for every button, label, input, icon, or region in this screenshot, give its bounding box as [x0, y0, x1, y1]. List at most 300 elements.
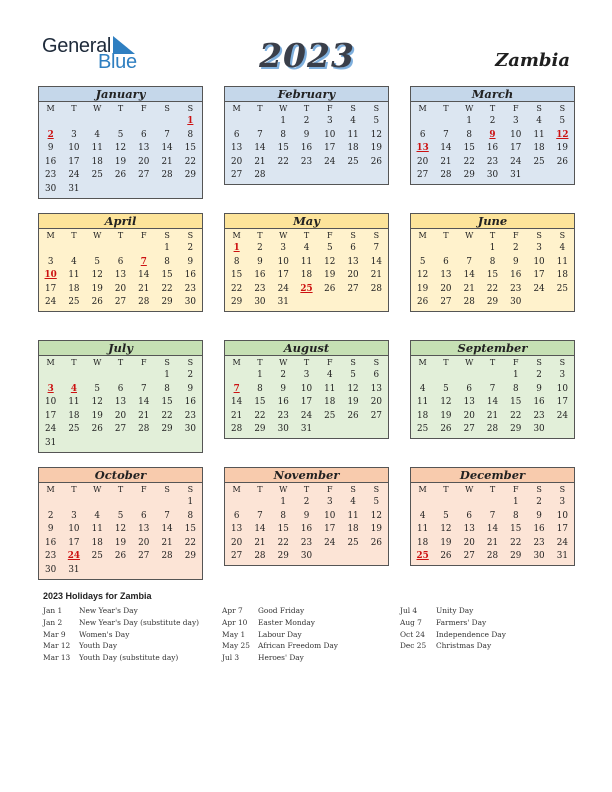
empty-day-cell [248, 115, 271, 129]
holiday-date: Jul 4 [400, 606, 418, 615]
day-cell: 13 [370, 383, 382, 394]
day-cell: 19 [91, 410, 103, 421]
day-cell: 19 [556, 143, 568, 154]
day-cell: 14 [486, 397, 499, 408]
month-title: September [411, 341, 574, 356]
day-cell: 31 [556, 551, 568, 562]
day-cell: 24 [45, 297, 57, 308]
weekday-label: S [559, 231, 566, 240]
holiday-date: Apr 10 [222, 617, 248, 627]
holiday-row [222, 605, 338, 617]
day-cell: 26 [370, 156, 382, 167]
day-cell: 22 [161, 410, 173, 421]
holiday-date: Dec 25 [400, 641, 427, 651]
weekday-label: S [373, 485, 380, 494]
month-september [410, 340, 575, 439]
day-cell: 8 [489, 256, 496, 267]
day-cell: 12 [370, 510, 382, 521]
day-cell: 27 [370, 410, 382, 421]
day-cell: 7 [257, 510, 263, 521]
day-cell: 18 [91, 156, 103, 167]
weekday-label: F [141, 231, 147, 240]
holiday-day-cell: 10 [44, 270, 57, 281]
day-cell: 15 [184, 143, 196, 154]
weekday-label: F [141, 485, 147, 494]
empty-day-cell [86, 242, 109, 256]
day-cell: 8 [466, 129, 472, 140]
day-cell: 17 [68, 537, 80, 548]
day-cell: 13 [138, 524, 150, 535]
holiday-row [222, 640, 338, 652]
day-cell: 4 [71, 256, 77, 267]
day-cell: 14 [161, 143, 173, 154]
day-cell: 15 [277, 143, 289, 154]
day-cell: 2 [303, 116, 310, 126]
holiday-day-cell: 7 [140, 256, 147, 267]
day-cell: 7 [489, 510, 496, 521]
day-cell: 21 [370, 270, 382, 281]
day-cell: 27 [463, 551, 475, 562]
day-cell: 10 [510, 129, 522, 140]
day-cell: 11 [556, 256, 568, 267]
day-cell: 1 [466, 116, 472, 126]
day-cell: 25 [347, 156, 359, 167]
day-cell: 6 [443, 256, 449, 267]
day-cell: 4 [419, 383, 426, 394]
day-cell: 5 [559, 116, 566, 126]
day-cell: 27 [417, 170, 429, 181]
day-cell: 26 [91, 424, 103, 435]
day-cell: 7 [443, 129, 449, 140]
day-cell: 23 [510, 283, 522, 294]
day-cell: 19 [440, 537, 452, 548]
day-cell: 31 [45, 437, 57, 448]
weekday-label: M [46, 104, 55, 113]
day-cell: 4 [94, 129, 100, 140]
weekday-label: T [303, 485, 310, 494]
day-cell: 28 [486, 551, 499, 562]
day-cell: 9 [303, 510, 310, 521]
day-cell: 29 [510, 551, 522, 562]
empty-day-cell [109, 115, 132, 129]
day-cell: 7 [257, 129, 263, 140]
day-cell: 8 [512, 383, 519, 394]
day-cell: 16 [533, 524, 545, 535]
weekday-header [411, 483, 574, 496]
weekday-header [39, 483, 202, 496]
day-cell: 10 [45, 397, 57, 408]
holiday-column [400, 605, 506, 652]
holiday-row [400, 617, 506, 629]
weekday-label: T [303, 104, 310, 113]
day-cell: 4 [350, 497, 356, 507]
day-cell: 23 [45, 170, 57, 181]
holiday-name: Heroes' Day [258, 653, 304, 663]
day-cell: 28 [254, 170, 266, 181]
day-cell: 18 [347, 143, 359, 154]
day-cell: 19 [324, 270, 336, 281]
month-title: July [39, 341, 202, 356]
holiday-name: Good Friday [258, 606, 305, 615]
weekday-label: S [373, 231, 380, 240]
weekday-label: T [257, 104, 263, 113]
day-cell: 27 [463, 424, 475, 435]
day-cell: 1 [164, 370, 170, 380]
day-cell: 28 [161, 170, 173, 181]
day-cell: 2 [187, 243, 194, 253]
weekday-label: F [327, 485, 333, 494]
day-cell: 23 [486, 156, 499, 167]
day-cell: 20 [463, 410, 475, 421]
day-cell: 26 [417, 297, 429, 308]
weekday-header [225, 483, 388, 496]
month-march [410, 86, 575, 185]
day-cell: 12 [91, 397, 103, 408]
weekday-label: W [279, 104, 288, 113]
weekday-label: W [93, 231, 102, 240]
day-cell: 14 [440, 143, 452, 154]
day-cell: 25 [533, 156, 545, 167]
day-cell: 20 [231, 156, 243, 167]
weekday-label: T [257, 485, 263, 494]
day-cell: 29 [184, 551, 196, 562]
day-cell: 30 [45, 183, 57, 194]
day-cell: 30 [184, 424, 196, 435]
day-cell: 19 [370, 143, 382, 154]
day-cell: 29 [277, 551, 289, 562]
day-grid [225, 496, 388, 564]
day-cell: 14 [370, 256, 382, 267]
holiday-date: Mar 12 [43, 641, 71, 651]
day-cell: 18 [324, 397, 336, 408]
weekday-label: T [257, 231, 263, 240]
weekday-label: S [187, 358, 194, 367]
day-cell: 8 [280, 510, 286, 521]
day-cell: 26 [91, 297, 103, 308]
country-name: Zambia [495, 50, 570, 71]
weekday-label: S [164, 104, 170, 113]
day-cell: 21 [161, 537, 173, 548]
day-cell: 20 [138, 537, 150, 548]
weekday-label: F [513, 485, 519, 494]
empty-day-cell [62, 369, 85, 383]
day-cell: 8 [187, 510, 194, 521]
day-cell: 28 [161, 551, 173, 562]
month-february [224, 86, 389, 185]
holiday-name: New Year's Day [79, 606, 138, 615]
day-cell: 29 [510, 424, 522, 435]
day-cell: 2 [489, 116, 496, 126]
weekday-label: T [71, 231, 77, 240]
day-cell: 10 [68, 143, 80, 154]
weekday-header [39, 229, 202, 242]
day-cell: 29 [161, 424, 173, 435]
day-cell: 26 [440, 551, 452, 562]
day-cell: 9 [187, 256, 194, 267]
day-cell: 10 [556, 383, 568, 394]
holiday-row [222, 652, 338, 664]
day-cell: 30 [510, 297, 522, 308]
weekday-label: T [443, 358, 449, 367]
day-cell: 3 [47, 256, 54, 267]
empty-day-cell [481, 369, 504, 383]
day-cell: 22 [231, 283, 243, 294]
empty-day-cell [39, 496, 62, 510]
day-cell: 24 [510, 156, 522, 167]
day-cell: 11 [324, 383, 336, 394]
day-cell: 14 [254, 143, 266, 154]
weekday-label: S [350, 485, 356, 494]
empty-day-cell [155, 115, 178, 129]
month-title: October [39, 468, 202, 483]
day-cell: 19 [114, 156, 127, 167]
day-cell: 18 [300, 270, 313, 281]
holiday-date: Apr 7 [222, 606, 243, 615]
holiday-day-cell: 1 [187, 116, 194, 126]
day-cell: 3 [71, 510, 77, 521]
day-grid [39, 115, 202, 197]
empty-day-cell [434, 369, 457, 383]
day-cell: 17 [300, 397, 313, 408]
weekday-label: T [71, 358, 77, 367]
day-cell: 4 [350, 116, 356, 126]
day-cell: 6 [140, 510, 147, 521]
day-cell: 25 [556, 283, 568, 294]
day-cell: 4 [419, 510, 426, 521]
day-cell: 22 [184, 537, 196, 548]
holiday-day-cell: 4 [70, 383, 77, 394]
day-cell: 11 [417, 524, 429, 535]
holiday-name: Christmas Day [436, 641, 492, 651]
holiday-row [43, 652, 199, 664]
day-cell: 21 [254, 537, 266, 548]
day-cell: 16 [45, 156, 57, 167]
day-grid [39, 496, 202, 578]
day-cell: 11 [68, 270, 80, 281]
day-cell: 9 [512, 256, 519, 267]
day-cell: 20 [347, 270, 359, 281]
empty-day-cell [39, 115, 62, 129]
day-cell: 3 [326, 497, 333, 507]
day-cell: 1 [164, 243, 170, 253]
empty-day-cell [155, 496, 178, 510]
day-cell: 27 [138, 170, 150, 181]
empty-day-cell [481, 496, 504, 510]
weekday-label: F [513, 231, 519, 240]
day-cell: 4 [303, 243, 310, 253]
day-cell: 26 [370, 537, 382, 548]
day-cell: 15 [161, 270, 173, 281]
holiday-date: May 25 [222, 641, 250, 651]
empty-day-cell [86, 369, 109, 383]
day-cell: 1 [257, 370, 263, 380]
day-cell: 21 [138, 283, 150, 294]
day-cell: 16 [184, 397, 196, 408]
month-title: May [225, 214, 388, 229]
holiday-name: African Freedom Day [258, 641, 338, 651]
day-cell: 29 [486, 297, 499, 308]
weekday-label: W [465, 104, 474, 113]
empty-day-cell [109, 496, 132, 510]
day-cell: 30 [533, 424, 545, 435]
weekday-label: W [93, 104, 102, 113]
day-cell: 22 [184, 156, 196, 167]
day-cell: 7 [489, 383, 496, 394]
day-cell: 11 [300, 256, 313, 267]
day-grid [411, 369, 574, 437]
day-cell: 15 [184, 524, 196, 535]
day-cell: 21 [463, 283, 475, 294]
day-cell: 8 [512, 510, 519, 521]
empty-day-cell [132, 496, 155, 510]
day-cell: 24 [556, 410, 568, 421]
day-cell: 25 [347, 537, 359, 548]
month-title: December [411, 468, 574, 483]
day-cell: 17 [45, 410, 57, 421]
month-title: June [411, 214, 574, 229]
weekday-label: M [232, 104, 241, 113]
empty-day-cell [411, 242, 434, 256]
day-cell: 29 [231, 297, 243, 308]
day-cell: 21 [440, 156, 452, 167]
weekday-label: S [350, 358, 356, 367]
day-cell: 14 [254, 524, 266, 535]
day-cell: 5 [117, 129, 124, 140]
day-cell: 30 [45, 564, 57, 575]
holiday-name: Women's Day [79, 629, 130, 639]
weekday-label: S [373, 358, 380, 367]
day-cell: 30 [184, 297, 196, 308]
day-cell: 3 [559, 370, 566, 380]
day-cell: 21 [138, 410, 150, 421]
empty-day-cell [225, 369, 248, 383]
day-cell: 31 [68, 564, 80, 575]
day-cell: 5 [326, 243, 333, 253]
holiday-day-cell: 13 [416, 143, 429, 154]
day-cell: 23 [533, 410, 545, 421]
empty-day-cell [434, 115, 457, 129]
day-cell: 8 [280, 129, 286, 140]
weekday-label: M [232, 485, 241, 494]
day-cell: 14 [161, 524, 173, 535]
day-cell: 29 [161, 297, 173, 308]
day-cell: 17 [556, 397, 568, 408]
holiday-name: Easter Monday [258, 617, 315, 627]
day-cell: 12 [347, 383, 359, 394]
logo-text-general: General [42, 35, 112, 57]
day-cell: 22 [510, 537, 522, 548]
day-cell: 30 [254, 297, 266, 308]
day-cell: 26 [440, 424, 452, 435]
weekday-label: T [489, 358, 496, 367]
day-cell: 21 [254, 156, 266, 167]
weekday-label: M [46, 485, 55, 494]
holiday-column [222, 605, 338, 664]
day-cell: 15 [510, 524, 522, 535]
day-cell: 12 [370, 129, 382, 140]
day-cell: 6 [233, 510, 240, 521]
day-cell: 2 [280, 370, 286, 380]
day-cell: 1 [489, 243, 496, 253]
day-cell: 30 [300, 551, 313, 562]
empty-day-cell [458, 369, 481, 383]
day-cell: 11 [347, 129, 359, 140]
day-cell: 28 [463, 297, 475, 308]
day-grid [225, 369, 388, 437]
day-cell: 15 [231, 270, 243, 281]
day-cell: 19 [440, 410, 452, 421]
day-cell: 27 [114, 424, 127, 435]
day-cell: 25 [91, 170, 103, 181]
weekday-label: W [465, 485, 474, 494]
day-cell: 19 [370, 524, 382, 535]
day-cell: 1 [187, 497, 194, 507]
weekday-label: S [164, 485, 170, 494]
day-cell: 23 [533, 537, 545, 548]
holiday-column [43, 605, 199, 664]
holiday-name: Farmers' Day [436, 617, 487, 627]
day-cell: 30 [277, 424, 289, 435]
day-cell: 26 [556, 156, 568, 167]
day-cell: 15 [510, 397, 522, 408]
day-cell: 22 [161, 283, 173, 294]
day-cell: 23 [300, 537, 313, 548]
day-cell: 10 [300, 383, 313, 394]
weekday-label: M [232, 231, 241, 240]
holiday-date: Jan 2 [43, 617, 63, 627]
day-cell: 25 [417, 424, 429, 435]
empty-day-cell [411, 369, 434, 383]
day-cell: 23 [254, 283, 266, 294]
holiday-name: Labour Day [258, 629, 302, 639]
weekday-header [39, 102, 202, 115]
day-cell: 23 [277, 410, 289, 421]
day-cell: 22 [463, 156, 475, 167]
empty-day-cell [225, 496, 248, 510]
holiday-date: Oct 24 [400, 629, 425, 639]
weekday-label: F [327, 358, 333, 367]
day-cell: 18 [347, 524, 359, 535]
day-cell: 13 [114, 270, 127, 281]
weekday-header [411, 229, 574, 242]
day-cell: 19 [347, 397, 359, 408]
day-cell: 3 [303, 370, 310, 380]
day-cell: 5 [373, 116, 380, 126]
day-cell: 10 [68, 524, 80, 535]
day-cell: 13 [231, 524, 243, 535]
day-cell: 16 [510, 270, 522, 281]
day-cell: 10 [324, 129, 336, 140]
empty-day-cell [132, 369, 155, 383]
day-cell: 23 [184, 410, 196, 421]
weekday-header [225, 102, 388, 115]
day-cell: 27 [347, 283, 359, 294]
day-cell: 4 [326, 370, 333, 380]
weekday-label: W [465, 231, 474, 240]
empty-day-cell [434, 496, 457, 510]
weekday-label: M [418, 358, 427, 367]
month-june [410, 213, 575, 312]
day-cell: 1 [512, 497, 519, 507]
weekday-label: W [93, 358, 102, 367]
day-cell: 8 [164, 383, 170, 394]
day-cell: 14 [231, 397, 243, 408]
day-cell: 8 [164, 256, 170, 267]
day-cell: 24 [300, 410, 313, 421]
day-cell: 18 [68, 283, 80, 294]
day-cell: 9 [303, 129, 310, 140]
day-cell: 5 [350, 370, 356, 380]
